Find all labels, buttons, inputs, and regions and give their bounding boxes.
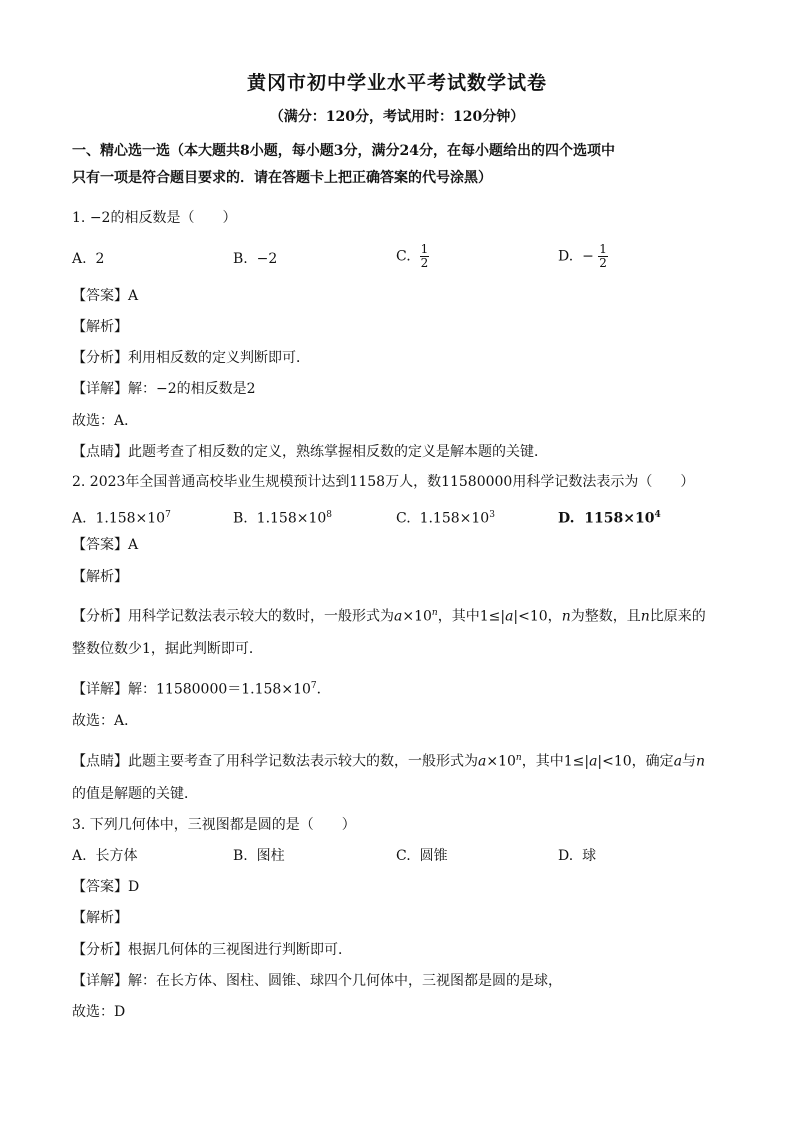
fenxi-label: 【分析】 bbox=[72, 350, 128, 366]
q2-analysis-label: 【解析】 bbox=[72, 569, 128, 585]
fraction: $\frac{1}{2}$ bbox=[599, 242, 607, 270]
q2-option-d bbox=[558, 505, 661, 529]
fenxi-text: 比原来的 bbox=[649, 608, 706, 625]
xiangjie-text: ． bbox=[316, 681, 331, 698]
q3-option-b bbox=[233, 846, 285, 866]
option-text: 圆锥 bbox=[419, 848, 448, 864]
q1-expression: −2 bbox=[89, 210, 111, 226]
math-n: n bbox=[561, 608, 571, 625]
fenxi-text: 为整数，且 bbox=[570, 608, 641, 625]
math-a: a bbox=[673, 753, 683, 770]
q2-dianjing bbox=[72, 748, 705, 772]
option-text: −2 bbox=[256, 251, 278, 267]
xiangjie-label: 【详解】 bbox=[72, 381, 128, 397]
q2-fenxi bbox=[72, 603, 706, 627]
q2-xiangjie bbox=[72, 676, 331, 700]
exponent: 3 bbox=[489, 510, 495, 520]
option-text: 2 bbox=[95, 251, 105, 267]
dianjing-text: ，其中1≤| bbox=[521, 753, 590, 770]
q3-xiangjie bbox=[72, 971, 562, 991]
q1-option-b bbox=[233, 249, 277, 269]
math-n: n bbox=[431, 608, 438, 618]
q1-xiangjie bbox=[72, 379, 256, 399]
exponent: 8 bbox=[326, 510, 333, 520]
q1-stem bbox=[72, 208, 236, 228]
q1-dianjing bbox=[72, 442, 548, 462]
exponent: 7 bbox=[165, 510, 171, 520]
option-letter: C. bbox=[396, 848, 411, 864]
q2-answer: 【答案】A bbox=[72, 537, 139, 553]
page-title: 黄冈市初中学业水平考试数学试卷 bbox=[246, 72, 547, 94]
q3-option-d bbox=[558, 846, 596, 866]
fenxi-text: 利用相反数的定义判断即可． bbox=[128, 350, 310, 366]
xiangjie-label: 【详解】 bbox=[72, 973, 128, 989]
option-letter: C. bbox=[396, 248, 411, 265]
math-n: n bbox=[515, 753, 522, 763]
q3-option-a bbox=[72, 846, 137, 866]
option-text: 球 bbox=[582, 848, 597, 864]
option-letter: C. bbox=[396, 510, 411, 527]
section-heading-line-2: 只有一项是符合题目要求的．请在答题卡上把正确答案的代号涂黑） bbox=[72, 170, 492, 186]
q1-answer: 【答案】A bbox=[72, 288, 139, 304]
option-text: 1.158×10 bbox=[95, 510, 166, 527]
dianjing-text: |<10，确定 bbox=[597, 753, 674, 770]
exponent: 7 bbox=[310, 681, 317, 691]
option-text: 1.158×10 bbox=[419, 510, 490, 527]
dianjing-text: 此题主要考查了用科学记数法表示较大的数，一般形式为 bbox=[128, 753, 478, 770]
exponent: 4 bbox=[654, 510, 661, 520]
option-text: 图柱 bbox=[256, 848, 285, 864]
q2-option-c bbox=[396, 505, 495, 529]
option-text: 1.158×10 bbox=[256, 510, 327, 527]
section-heading-line-1: 一、精心选一选（本大题共8小题，每小题3分，满分24分，在每小题给出的四个选项中 bbox=[72, 143, 615, 159]
q3-analysis-label: 【解析】 bbox=[72, 910, 128, 926]
minus-sign: − bbox=[582, 248, 594, 265]
q3-fenxi bbox=[72, 940, 352, 960]
dianjing-label: 【点睛】 bbox=[72, 753, 128, 770]
option-text: 1158×10 bbox=[584, 510, 655, 527]
q1-number: 1. bbox=[72, 210, 86, 226]
q2-dianjing-line-2: 的值是解题的关键． bbox=[72, 786, 198, 802]
math-times: ×10 bbox=[402, 608, 432, 625]
dianjing-text: 此题考查了相反数的定义，熟练掌握相反数的定义是解本题的关键． bbox=[128, 444, 548, 460]
dianjing-text: 与 bbox=[682, 753, 697, 770]
q1-stem-text: 的相反数是（ ） bbox=[110, 210, 237, 226]
q1-analysis-label: 【解析】 bbox=[72, 319, 128, 335]
q1-option-d bbox=[558, 243, 608, 270]
fenxi-text: 用科学记数法表示较大的数时，一般形式为 bbox=[128, 608, 394, 625]
option-letter: D. bbox=[558, 848, 574, 864]
option-letter: A. bbox=[72, 251, 87, 267]
option-letter: B. bbox=[233, 251, 248, 267]
xiangjie-text: 解：11580000＝1.158×10 bbox=[128, 681, 311, 698]
math-a: a bbox=[589, 753, 598, 770]
fenxi-text: ，其中1≤| bbox=[437, 608, 506, 625]
option-letter: D. bbox=[558, 510, 575, 527]
q2-fenxi-line-2: 整数位数少1，据此判断即可． bbox=[72, 641, 263, 657]
q1-fenxi bbox=[72, 348, 310, 368]
q3-stem: 3. 下列几何体中，三视图都是圆的是（ ） bbox=[72, 817, 356, 833]
q1-guxuan: 故选：A． bbox=[72, 413, 139, 429]
q2-option-a bbox=[72, 505, 171, 529]
fraction: $\frac{1}{2}$ bbox=[420, 242, 429, 270]
math-a: a bbox=[394, 608, 403, 625]
fenxi-text: |<10， bbox=[513, 608, 562, 625]
fenxi-label: 【分析】 bbox=[72, 608, 128, 625]
math-times: ×10 bbox=[486, 753, 516, 770]
option-letter: A. bbox=[72, 510, 87, 527]
q2-stem: 2. 2023年全国普通高校毕业生规模预计达到1158万人，数11580000用科学记数法表示为（ ） bbox=[72, 474, 695, 490]
option-letter: B. bbox=[233, 510, 248, 527]
option-letter: B. bbox=[233, 848, 248, 864]
q2-guxuan: 故选：A． bbox=[72, 713, 139, 729]
fenxi-text: 根据几何体的三视图进行判断即可． bbox=[128, 942, 352, 958]
page-subtitle: （满分：120分，考试用时：120分钟） bbox=[269, 109, 525, 125]
q3-guxuan: 故选：D bbox=[72, 1004, 126, 1020]
q2-option-b bbox=[233, 505, 332, 529]
math-n: n bbox=[696, 753, 706, 770]
math-a: a bbox=[505, 608, 514, 625]
q3-option-c bbox=[396, 846, 448, 866]
option-letter: D. bbox=[558, 248, 574, 265]
xiangjie-text: 解：−2的相反数是2 bbox=[128, 381, 256, 397]
xiangjie-label: 【详解】 bbox=[72, 681, 128, 698]
q1-option-c bbox=[396, 243, 429, 270]
math-n: n bbox=[640, 608, 650, 625]
option-letter: A. bbox=[72, 848, 87, 864]
q3-answer: 【答案】D bbox=[72, 879, 140, 895]
q1-option-a bbox=[72, 249, 104, 269]
dianjing-label: 【点睛】 bbox=[72, 444, 128, 460]
fenxi-label: 【分析】 bbox=[72, 942, 128, 958]
math-a: a bbox=[478, 753, 487, 770]
option-text: 长方体 bbox=[95, 848, 138, 864]
xiangjie-text: 解：在长方体、图柱、圆锥、球四个几何体中，三视图都是圆的是球， bbox=[128, 973, 562, 989]
